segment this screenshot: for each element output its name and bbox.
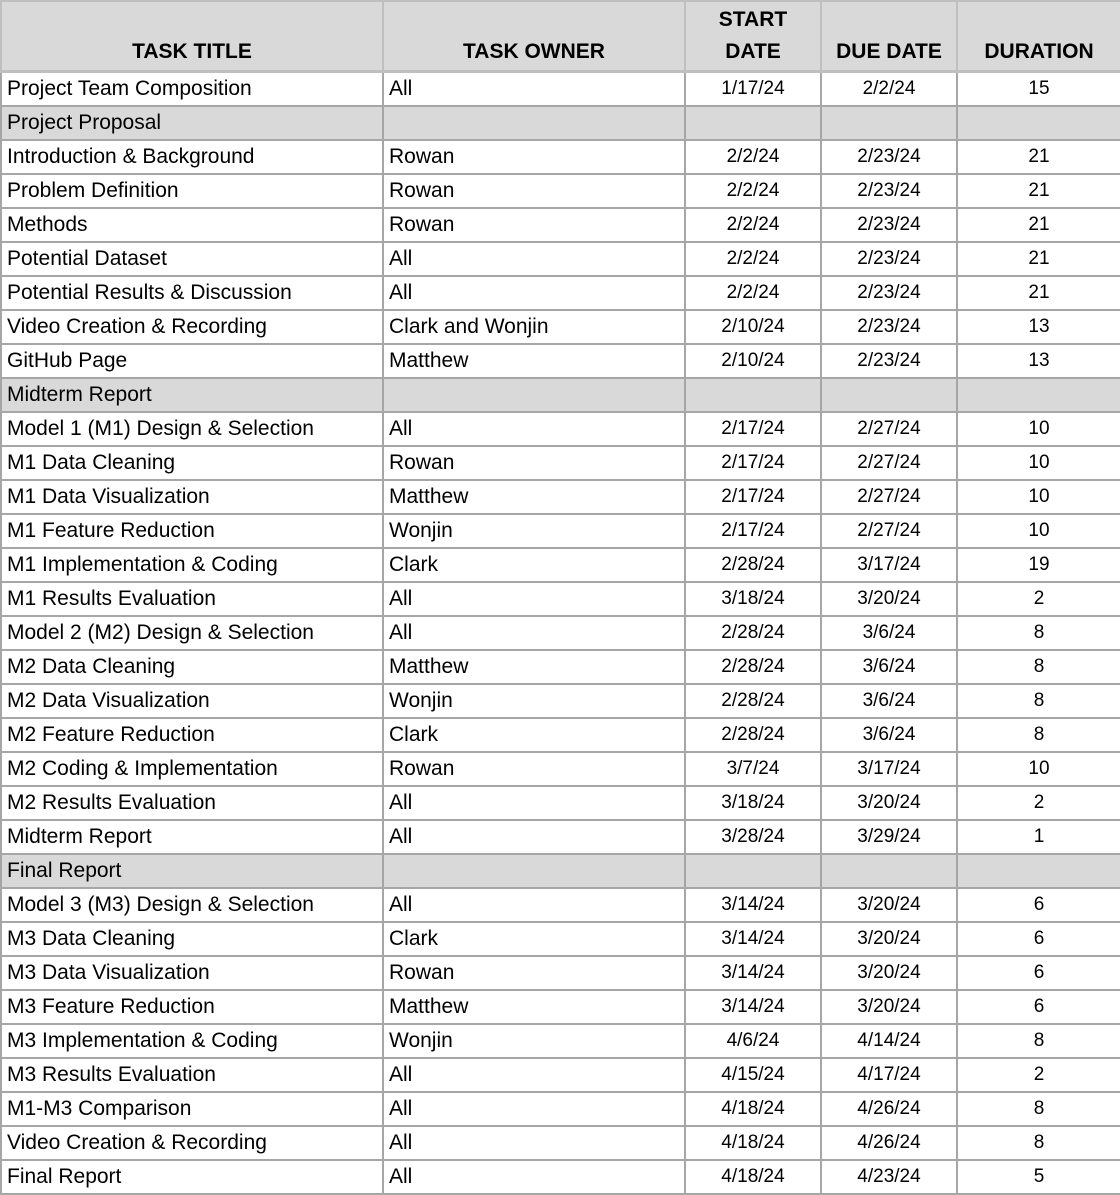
duration-cell: 10 bbox=[957, 752, 1120, 786]
due-date-cell: 2/27/24 bbox=[821, 514, 957, 548]
start-date-cell: 2/2/24 bbox=[685, 208, 821, 242]
start-date-cell: 3/14/24 bbox=[685, 990, 821, 1024]
task-title-cell: Methods bbox=[1, 208, 383, 242]
due-date-cell: 2/23/24 bbox=[821, 344, 957, 378]
duration-cell: 10 bbox=[957, 480, 1120, 514]
task-title-cell: Potential Dataset bbox=[1, 242, 383, 276]
table-row bbox=[1, 752, 1120, 786]
task-title-cell: M2 Data Visualization bbox=[1, 684, 383, 718]
task-title-cell: Final Report bbox=[1, 854, 383, 888]
task-title-cell: M2 Results Evaluation bbox=[1, 786, 383, 820]
start-date-cell: 3/18/24 bbox=[685, 786, 821, 820]
start-date-cell: 2/10/24 bbox=[685, 344, 821, 378]
section-row bbox=[1, 854, 1120, 888]
start-date-cell: 3/28/24 bbox=[685, 820, 821, 854]
table-row bbox=[1, 956, 1120, 990]
due-date-cell: 3/29/24 bbox=[821, 820, 957, 854]
header-row bbox=[1, 1, 1120, 72]
due-date-cell: 2/23/24 bbox=[821, 208, 957, 242]
task-title-cell: Project Proposal bbox=[1, 106, 383, 140]
due-date-cell: 3/6/24 bbox=[821, 718, 957, 752]
header-duration: DURATION bbox=[957, 1, 1120, 72]
table-row bbox=[1, 1092, 1120, 1126]
start-date-cell: 2/17/24 bbox=[685, 514, 821, 548]
table-row bbox=[1, 1126, 1120, 1160]
task-owner-cell: Matthew bbox=[383, 990, 685, 1024]
table-row bbox=[1, 310, 1120, 344]
task-title-cell: M3 Data Cleaning bbox=[1, 922, 383, 956]
duration-cell: 21 bbox=[957, 276, 1120, 310]
start-date-cell: 2/2/24 bbox=[685, 174, 821, 208]
due-date-cell: 2/27/24 bbox=[821, 480, 957, 514]
task-owner-cell bbox=[383, 378, 685, 412]
task-owner-cell: Rowan bbox=[383, 446, 685, 480]
table-row bbox=[1, 548, 1120, 582]
duration-cell bbox=[957, 106, 1120, 140]
start-date-cell: 2/2/24 bbox=[685, 140, 821, 174]
due-date-cell: 2/27/24 bbox=[821, 446, 957, 480]
start-date-cell: 3/14/24 bbox=[685, 922, 821, 956]
task-title-cell: M3 Implementation & Coding bbox=[1, 1024, 383, 1058]
task-owner-cell: All bbox=[383, 1160, 685, 1194]
due-date-cell: 3/6/24 bbox=[821, 684, 957, 718]
start-date-cell: 2/17/24 bbox=[685, 480, 821, 514]
due-date-cell: 4/26/24 bbox=[821, 1092, 957, 1126]
start-date-cell: 2/10/24 bbox=[685, 310, 821, 344]
table-row bbox=[1, 1024, 1120, 1058]
duration-cell: 8 bbox=[957, 616, 1120, 650]
table-row bbox=[1, 1160, 1120, 1194]
due-date-cell: 3/20/24 bbox=[821, 956, 957, 990]
start-date-cell: 4/18/24 bbox=[685, 1126, 821, 1160]
due-date-cell: 2/23/24 bbox=[821, 140, 957, 174]
task-owner-cell: Matthew bbox=[383, 344, 685, 378]
task-title-cell: M1 Data Visualization bbox=[1, 480, 383, 514]
duration-cell: 6 bbox=[957, 888, 1120, 922]
table-row bbox=[1, 242, 1120, 276]
start-date-cell bbox=[685, 378, 821, 412]
task-title-cell: M1 Results Evaluation bbox=[1, 582, 383, 616]
start-date-cell: 2/28/24 bbox=[685, 718, 821, 752]
table-row bbox=[1, 514, 1120, 548]
duration-cell: 8 bbox=[957, 718, 1120, 752]
duration-cell: 6 bbox=[957, 922, 1120, 956]
task-owner-cell: All bbox=[383, 820, 685, 854]
table-row bbox=[1, 1058, 1120, 1092]
due-date-cell bbox=[821, 378, 957, 412]
due-date-cell: 4/17/24 bbox=[821, 1058, 957, 1092]
due-date-cell: 3/20/24 bbox=[821, 582, 957, 616]
task-title-cell: Video Creation & Recording bbox=[1, 310, 383, 344]
table-row bbox=[1, 650, 1120, 684]
due-date-cell: 3/17/24 bbox=[821, 548, 957, 582]
duration-cell: 10 bbox=[957, 412, 1120, 446]
due-date-cell: 2/23/24 bbox=[821, 242, 957, 276]
start-date-cell bbox=[685, 106, 821, 140]
task-owner-cell: Clark bbox=[383, 548, 685, 582]
table-row bbox=[1, 990, 1120, 1024]
start-date-cell: 3/7/24 bbox=[685, 752, 821, 786]
task-owner-cell bbox=[383, 106, 685, 140]
task-owner-cell bbox=[383, 854, 685, 888]
duration-cell: 21 bbox=[957, 242, 1120, 276]
header-start-date-line1: START bbox=[718, 8, 788, 31]
start-date-cell: 4/15/24 bbox=[685, 1058, 821, 1092]
start-date-cell: 3/14/24 bbox=[685, 956, 821, 990]
task-title-cell: Model 3 (M3) Design & Selection bbox=[1, 888, 383, 922]
task-title-cell: M2 Feature Reduction bbox=[1, 718, 383, 752]
table-row bbox=[1, 72, 1120, 107]
table-row bbox=[1, 922, 1120, 956]
duration-cell bbox=[957, 854, 1120, 888]
header-task-title: TASK TITLE bbox=[1, 1, 383, 72]
task-owner-cell: All bbox=[383, 1126, 685, 1160]
due-date-cell bbox=[821, 106, 957, 140]
table-row bbox=[1, 412, 1120, 446]
task-owner-cell: Rowan bbox=[383, 174, 685, 208]
task-title-cell: Project Team Composition bbox=[1, 72, 383, 107]
task-title-cell: M2 Coding & Implementation bbox=[1, 752, 383, 786]
due-date-cell: 2/23/24 bbox=[821, 310, 957, 344]
duration-cell: 15 bbox=[957, 72, 1120, 107]
start-date-cell: 2/17/24 bbox=[685, 412, 821, 446]
start-date-cell: 2/2/24 bbox=[685, 242, 821, 276]
table-row bbox=[1, 888, 1120, 922]
duration-cell: 19 bbox=[957, 548, 1120, 582]
task-title-cell: Model 1 (M1) Design & Selection bbox=[1, 412, 383, 446]
table-row bbox=[1, 344, 1120, 378]
start-date-cell: 2/2/24 bbox=[685, 276, 821, 310]
task-title-cell: M1-M3 Comparison bbox=[1, 1092, 383, 1126]
task-owner-cell: Wonjin bbox=[383, 1024, 685, 1058]
duration-cell: 8 bbox=[957, 1092, 1120, 1126]
task-title-cell: M2 Data Cleaning bbox=[1, 650, 383, 684]
table-row bbox=[1, 446, 1120, 480]
duration-cell: 8 bbox=[957, 1126, 1120, 1160]
due-date-cell: 2/27/24 bbox=[821, 412, 957, 446]
task-owner-cell: Rowan bbox=[383, 752, 685, 786]
table-row bbox=[1, 684, 1120, 718]
duration-cell: 13 bbox=[957, 344, 1120, 378]
start-date-cell: 2/28/24 bbox=[685, 650, 821, 684]
due-date-cell: 2/23/24 bbox=[821, 276, 957, 310]
start-date-cell: 2/28/24 bbox=[685, 684, 821, 718]
task-title-cell: GitHub Page bbox=[1, 344, 383, 378]
due-date-cell: 3/20/24 bbox=[821, 786, 957, 820]
due-date-cell: 3/20/24 bbox=[821, 888, 957, 922]
task-owner-cell: Rowan bbox=[383, 208, 685, 242]
start-date-cell: 1/17/24 bbox=[685, 72, 821, 107]
table-row bbox=[1, 140, 1120, 174]
task-title-cell: Video Creation & Recording bbox=[1, 1126, 383, 1160]
start-date-cell: 2/28/24 bbox=[685, 548, 821, 582]
task-owner-cell: Clark and Wonjin bbox=[383, 310, 685, 344]
duration-cell: 2 bbox=[957, 1058, 1120, 1092]
task-owner-cell: Rowan bbox=[383, 956, 685, 990]
table-row bbox=[1, 276, 1120, 310]
duration-cell: 8 bbox=[957, 650, 1120, 684]
start-date-cell: 3/18/24 bbox=[685, 582, 821, 616]
task-title-cell: M3 Feature Reduction bbox=[1, 990, 383, 1024]
task-owner-cell: Wonjin bbox=[383, 684, 685, 718]
table-row bbox=[1, 582, 1120, 616]
task-owner-cell: Clark bbox=[383, 922, 685, 956]
task-rows bbox=[1, 72, 1120, 1195]
due-date-cell: 4/14/24 bbox=[821, 1024, 957, 1058]
duration-cell: 21 bbox=[957, 174, 1120, 208]
start-date-cell: 4/18/24 bbox=[685, 1160, 821, 1194]
task-title-cell: Midterm Report bbox=[1, 820, 383, 854]
task-title-cell: M1 Implementation & Coding bbox=[1, 548, 383, 582]
due-date-cell bbox=[821, 854, 957, 888]
task-title-cell: Introduction & Background bbox=[1, 140, 383, 174]
due-date-cell: 3/20/24 bbox=[821, 990, 957, 1024]
start-date-cell: 2/28/24 bbox=[685, 616, 821, 650]
duration-cell: 5 bbox=[957, 1160, 1120, 1194]
duration-cell: 10 bbox=[957, 446, 1120, 480]
task-owner-cell: Wonjin bbox=[383, 514, 685, 548]
task-owner-cell: Rowan bbox=[383, 140, 685, 174]
due-date-cell: 4/23/24 bbox=[821, 1160, 957, 1194]
task-title-cell: M3 Data Visualization bbox=[1, 956, 383, 990]
task-title-cell: M1 Data Cleaning bbox=[1, 446, 383, 480]
task-title-cell: Midterm Report bbox=[1, 378, 383, 412]
table-row bbox=[1, 174, 1120, 208]
header-task-owner: TASK OWNER bbox=[383, 1, 685, 72]
table-row bbox=[1, 616, 1120, 650]
header-start-date-line2: DATE bbox=[725, 40, 781, 63]
task-owner-cell: All bbox=[383, 582, 685, 616]
task-owner-cell: All bbox=[383, 276, 685, 310]
due-date-cell: 3/17/24 bbox=[821, 752, 957, 786]
task-title-cell: M3 Results Evaluation bbox=[1, 1058, 383, 1092]
table-row bbox=[1, 480, 1120, 514]
due-date-cell: 2/2/24 bbox=[821, 72, 957, 107]
task-title-cell: Potential Results & Discussion bbox=[1, 276, 383, 310]
due-date-cell: 3/6/24 bbox=[821, 650, 957, 684]
start-date-cell: 3/14/24 bbox=[685, 888, 821, 922]
duration-cell: 8 bbox=[957, 1024, 1120, 1058]
section-row bbox=[1, 378, 1120, 412]
task-owner-cell: All bbox=[383, 888, 685, 922]
task-title-cell: M1 Feature Reduction bbox=[1, 514, 383, 548]
due-date-cell: 3/6/24 bbox=[821, 616, 957, 650]
task-title-cell: Final Report bbox=[1, 1160, 383, 1194]
due-date-cell: 4/26/24 bbox=[821, 1126, 957, 1160]
task-owner-cell: All bbox=[383, 1058, 685, 1092]
task-owner-cell: All bbox=[383, 72, 685, 107]
duration-cell: 13 bbox=[957, 310, 1120, 344]
table-row bbox=[1, 786, 1120, 820]
start-date-cell: 4/18/24 bbox=[685, 1092, 821, 1126]
duration-cell: 10 bbox=[957, 514, 1120, 548]
due-date-cell: 3/20/24 bbox=[821, 922, 957, 956]
table-row bbox=[1, 820, 1120, 854]
task-owner-cell: Matthew bbox=[383, 480, 685, 514]
start-date-cell: 4/6/24 bbox=[685, 1024, 821, 1058]
duration-cell: 2 bbox=[957, 582, 1120, 616]
task-title-cell: Model 2 (M2) Design & Selection bbox=[1, 616, 383, 650]
task-owner-cell: All bbox=[383, 616, 685, 650]
start-date-cell bbox=[685, 854, 821, 888]
duration-cell: 21 bbox=[957, 140, 1120, 174]
header-start-date bbox=[685, 1, 821, 72]
task-owner-cell: All bbox=[383, 786, 685, 820]
duration-cell: 1 bbox=[957, 820, 1120, 854]
section-row bbox=[1, 106, 1120, 140]
task-owner-cell: All bbox=[383, 1092, 685, 1126]
task-owner-cell: Clark bbox=[383, 718, 685, 752]
task-owner-cell: All bbox=[383, 242, 685, 276]
due-date-cell: 2/23/24 bbox=[821, 174, 957, 208]
duration-cell: 8 bbox=[957, 684, 1120, 718]
duration-cell: 21 bbox=[957, 208, 1120, 242]
table-row bbox=[1, 208, 1120, 242]
task-owner-cell: Matthew bbox=[383, 650, 685, 684]
task-title-cell: Problem Definition bbox=[1, 174, 383, 208]
duration-cell: 2 bbox=[957, 786, 1120, 820]
start-date-cell: 2/17/24 bbox=[685, 446, 821, 480]
duration-cell: 6 bbox=[957, 956, 1120, 990]
duration-cell: 6 bbox=[957, 990, 1120, 1024]
header-due-date: DUE DATE bbox=[821, 1, 957, 72]
table-row bbox=[1, 718, 1120, 752]
duration-cell bbox=[957, 378, 1120, 412]
task-owner-cell: All bbox=[383, 412, 685, 446]
